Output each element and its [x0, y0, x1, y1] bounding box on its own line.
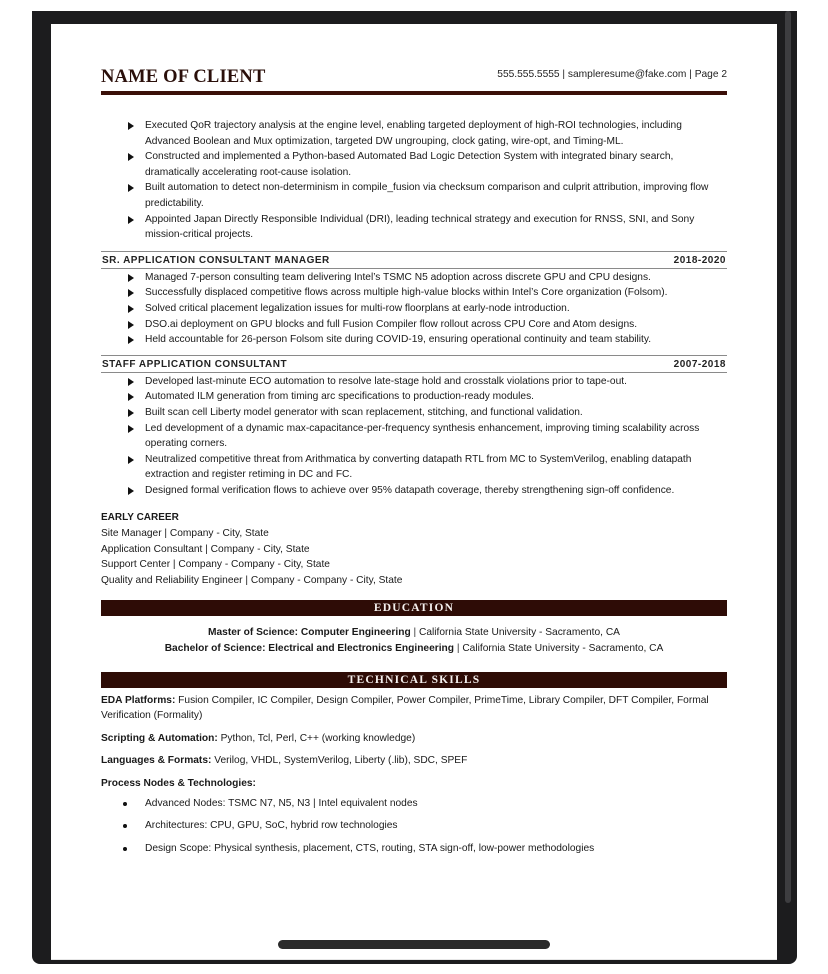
bullet-item: Constructed and implemented a Python-based Automated Bad Logic Detection System with integrated binary search, dramatically accelerating root-cause isolation.	[101, 149, 727, 180]
bullet-item: Held accountable for 26-person Folsom site during COVID-19, ensuring operational continuity and team stability.	[101, 332, 727, 348]
role-dates: 2018-2020	[673, 254, 726, 266]
bullet-item: Appointed Japan Directly Responsible Individual (DRI), leading technical strategy and execution for RNSS, SNI, and Sony mission-critical projects.	[101, 212, 727, 243]
role-header-sr-consultant-manager	[101, 251, 727, 269]
triangle-bullet-icon	[128, 393, 134, 401]
triangle-bullet-icon	[128, 274, 134, 282]
bullet-item: Built automation to detect non-determinism in compile_fusion via checksum comparison and culprit attribution, improving flow predictability.	[101, 180, 727, 211]
triangle-bullet-icon	[128, 487, 134, 495]
technical-skills-section-bar: TECHNICAL SKILLS	[101, 672, 727, 688]
triangle-bullet-icon	[128, 153, 134, 161]
education-entry: Bachelor of Science: Electrical and Electronics Engineering | California State University - Sacramento, CA	[164, 643, 664, 655]
triangle-bullet-icon	[128, 321, 134, 329]
triangle-bullet-icon	[128, 378, 134, 386]
bullet-item: Designed formal verification flows to achieve over 95% datapath coverage, thereby strengthening sign-off confidence.	[101, 483, 727, 499]
process-item: Design Scope: Physical synthesis, placement, CTS, routing, STA sign-off, low-power methodologies	[101, 841, 727, 857]
bullet-item: Managed 7-person consulting team delivering Intel’s TSMC N5 adoption across discrete GPU and CPU designs.	[101, 270, 727, 286]
triangle-bullet-icon	[128, 216, 134, 224]
bullet-item: DSO.ai deployment on GPU blocks and full Fusion Compiler flow rollout across CPU Core and Atom designs.	[101, 317, 727, 333]
dot-bullet-icon	[123, 847, 127, 851]
education-section-bar: EDUCATION	[101, 600, 727, 616]
role-bullet-list	[101, 270, 727, 348]
role-title: STAFF APPLICATION CONSULTANT	[102, 358, 288, 370]
education-entry: Master of Science: Computer Engineering | California State University - Sacramento, CA	[208, 627, 620, 639]
resume-header	[101, 60, 727, 86]
skill-group-languages: Languages & Formats: Verilog, VHDL, SystemVerilog, Liberty (.lib), SDC, SPEF	[101, 755, 468, 767]
triangle-bullet-icon	[128, 336, 134, 344]
process-item: Advanced Nodes: TSMC N7, N5, N3 | Intel equivalent nodes	[101, 796, 727, 812]
early-career-item: Site Manager | Company - City, State	[101, 528, 269, 540]
education-list	[101, 625, 727, 656]
bullet-item: Neutralized competitive threat from Arithmatica by converting datapath RTL from MC to SystemVerilog, enabling datapath extraction and register retiming in DC and FC.	[101, 452, 727, 483]
bullet-item: Executed QoR trajectory analysis at the engine level, enabling targeted deployment of high-ROI technologies, including Advanced Boolean and Mux optimization, targeted DW ungrouping, clock gating, wire-opt, and Timing-ML.	[101, 118, 727, 149]
triangle-bullet-icon	[128, 425, 134, 433]
bullet-item: Automated ILM generation from timing arc specifications to production-ready modules.	[101, 389, 727, 405]
role-header-staff-consultant	[101, 355, 727, 373]
early-career-item: Support Center | Company - Company - City, State	[101, 559, 330, 571]
scrollbar[interactable]	[785, 11, 791, 903]
degree: Bachelor of Science: Electrical and Electronics Engineering	[164, 643, 454, 655]
process-nodes-list	[101, 796, 727, 857]
triangle-bullet-icon	[128, 409, 134, 417]
bullet-item: Solved critical placement legalization issues for multi-row floorplans at early-node introduction.	[101, 301, 727, 317]
skill-group-eda: EDA Platforms: Fusion Compiler, IC Compiler, Design Compiler, Power Compiler, PrimeTime, Library Compiler, DFT Compiler, Formal Verification (Formality)	[101, 694, 709, 722]
skill-group-scripting: Scripting & Automation: Python, Tcl, Perl, C++ (working knowledge)	[101, 732, 416, 744]
triangle-bullet-icon	[128, 305, 134, 313]
contact-info: 555.555.5555 | sampleresume@fake.com | Page 2	[497, 69, 727, 81]
early-career-title: EARLY CAREER	[101, 512, 179, 524]
school: California State University - Sacramento, CA	[462, 643, 664, 655]
bullet-item: Successfully displaced competitive flows across multiple high-value blocks within Intel’s Core organization (Folsom).	[101, 285, 727, 301]
skills-list	[101, 693, 727, 857]
home-indicator[interactable]	[278, 940, 550, 949]
early-career-item: Quality and Reliability Engineer | Company - Company - City, State	[101, 574, 403, 586]
triangle-bullet-icon	[128, 122, 134, 130]
dot-bullet-icon	[123, 802, 127, 806]
school: California State University - Sacramento, CA	[418, 627, 620, 639]
early-career-section	[101, 510, 727, 588]
client-name: NAME OF CLIENT	[101, 67, 266, 88]
role-bullet-list	[101, 374, 727, 499]
bullet-item: Led development of a dynamic max-capacitance-per-frequency synthesis enhancement, improving timing scalability across operating corners.	[101, 421, 727, 452]
bullet-item: Developed last-minute ECO automation to resolve late-stage hold and crosstalk violations prior to tape-out.	[101, 374, 727, 390]
resume-document	[101, 60, 727, 863]
role-title: SR. APPLICATION CONSULTANT MANAGER	[102, 254, 330, 266]
triangle-bullet-icon	[128, 289, 134, 297]
process-item: Architectures: CPU, GPU, SoC, hybrid row technologies	[101, 818, 727, 834]
early-career-item: Application Consultant | Company - City, State	[101, 543, 310, 555]
degree: Master of Science: Computer Engineering	[208, 627, 411, 639]
header-rule	[101, 91, 727, 95]
intro-bullet-list	[101, 118, 727, 243]
skill-group-process-nodes: Process Nodes & Technologies:	[101, 778, 256, 789]
role-dates: 2007-2018	[673, 358, 726, 370]
triangle-bullet-icon	[128, 184, 134, 192]
triangle-bullet-icon	[128, 456, 134, 464]
bullet-item: Built scan cell Liberty model generator with scan replacement, stitching, and functional validation.	[101, 405, 727, 421]
dot-bullet-icon	[123, 824, 127, 828]
